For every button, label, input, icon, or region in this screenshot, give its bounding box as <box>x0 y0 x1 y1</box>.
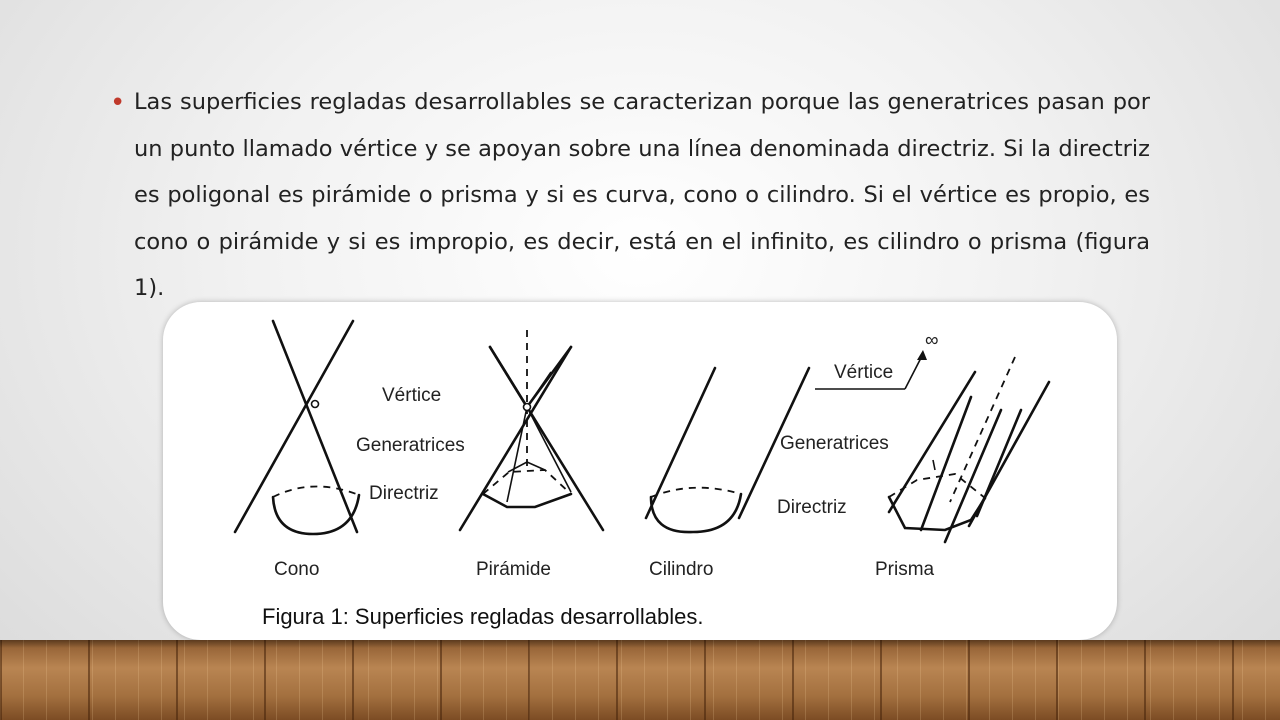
figure-card <box>163 302 1117 640</box>
label-vertice-left: Vértice <box>382 385 442 406</box>
pyramid-drawing <box>460 330 603 530</box>
label-piramide: Pirámide <box>476 559 551 580</box>
wood-floor <box>0 640 1280 720</box>
prism-drawing <box>889 357 1049 542</box>
label-cono: Cono <box>274 559 320 580</box>
label-generatrices-left: Generatrices <box>356 435 465 456</box>
label-directriz-left: Directriz <box>369 483 439 504</box>
figure-diagram <box>163 302 1117 640</box>
cone-drawing <box>235 321 359 534</box>
label-prisma: Prisma <box>875 559 935 580</box>
label-generatrices-right: Generatrices <box>780 433 889 454</box>
label-vertice-right: Vértice <box>834 362 894 383</box>
bullet-marker: • <box>110 88 126 118</box>
figure-caption: Figura 1: Superficies regladas desarrollables. <box>262 604 704 629</box>
label-directriz-right: Directriz <box>777 497 847 518</box>
body-paragraph: Las superficies regladas desarrollables se caracterizan porque las generatrices pasan por un punto llamado vértice y se apoyan sobre una línea denominada directriz. Si la directriz es poligonal es pirámide o prisma y si es curva, cono o cilindro. Si el vértice es propio, es cono o pirámide y si es impropio, es decir, está en el infinito, es cilindro o prisma (figura 1). <box>134 89 1150 301</box>
label-cilindro: Cilindro <box>649 559 714 580</box>
arrowhead <box>917 350 927 360</box>
infinity-symbol: ∞ <box>925 330 939 351</box>
